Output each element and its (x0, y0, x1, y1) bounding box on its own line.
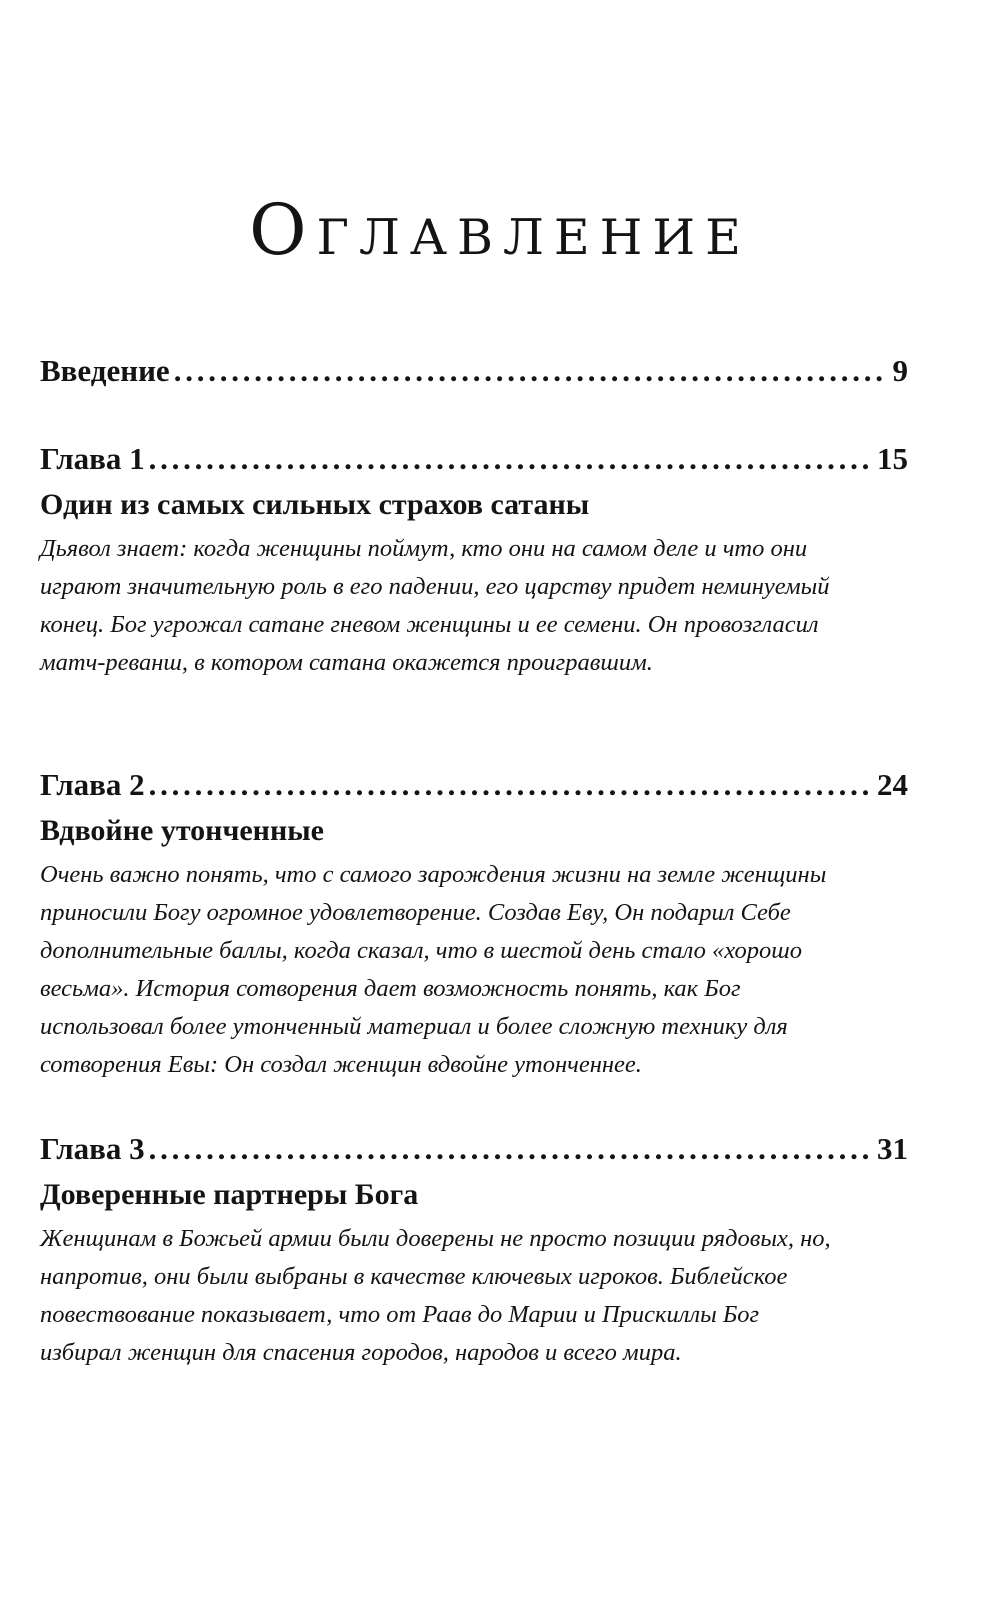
toc-entry-heading (40, 352, 908, 390)
dot-leader (149, 766, 869, 804)
toc-page-number: 15 (877, 441, 908, 476)
toc-entry-heading (40, 1130, 908, 1168)
dot-leader (149, 1130, 869, 1168)
toc-entry-label: Введение (40, 353, 170, 388)
toc-entry-intro[interactable] (40, 352, 908, 390)
toc-entry-chapter-3[interactable] (40, 1130, 908, 1372)
chapter-title: Доверенные партнеры Бога (40, 1178, 419, 1211)
chapter-description: Женщинам в Божьей армии были доверены не просто позиции рядовых, но, напротив, они были выбраны в качестве ключевых игроков. Библейское повествование показывает, что от Раав до Марии и Прискиллы Бог избирал женщин для спасения городов, народов и всего мира. (40, 1225, 831, 1366)
dot-leader (149, 440, 869, 478)
toc-entry-heading (40, 440, 908, 478)
chapter-description: Очень важно понять, что с самого зарождения жизни на земле женщины приносили Богу огромное удовлетворение. Создав Еву, Он подарил Себе дополнительные баллы, когда сказал, что в шестой день стало «хорошо весьма». История сотворения дает возможность понять, как Бог использовал более утонченный материал и более сложную технику для сотворения Евы: Он создал женщин вдвойне утонченнее. (40, 861, 827, 1078)
toc-page-number: 9 (892, 353, 908, 388)
chapter-title: Один из самых сильных страхов сатаны (40, 488, 590, 521)
toc-page-number: 24 (877, 767, 908, 802)
toc-entry-label: Глава 3 (40, 1131, 145, 1166)
toc-entry-label: Глава 2 (40, 767, 145, 802)
toc-entry-heading (40, 766, 908, 804)
chapter-description: Дьявол знает: когда женщины поймут, кто они на самом деле и что они играют значительную роль в его падении, его царству придет неминуемый конец. Бог угрожал сатане гневом женщины и ее семени. Он провозгласил матч-реванш, в котором сатана окажется проигравшим. (40, 535, 830, 676)
toc-entry-chapter-2[interactable] (40, 766, 908, 1084)
page-title: Оглавление (249, 188, 751, 271)
dot-leader (174, 352, 885, 390)
toc-entry-chapter-1[interactable] (40, 440, 908, 682)
chapter-title: Вдвойне утонченные (40, 814, 324, 847)
toc-page-number: 31 (877, 1131, 908, 1166)
toc-entry-label: Глава 1 (40, 441, 145, 476)
